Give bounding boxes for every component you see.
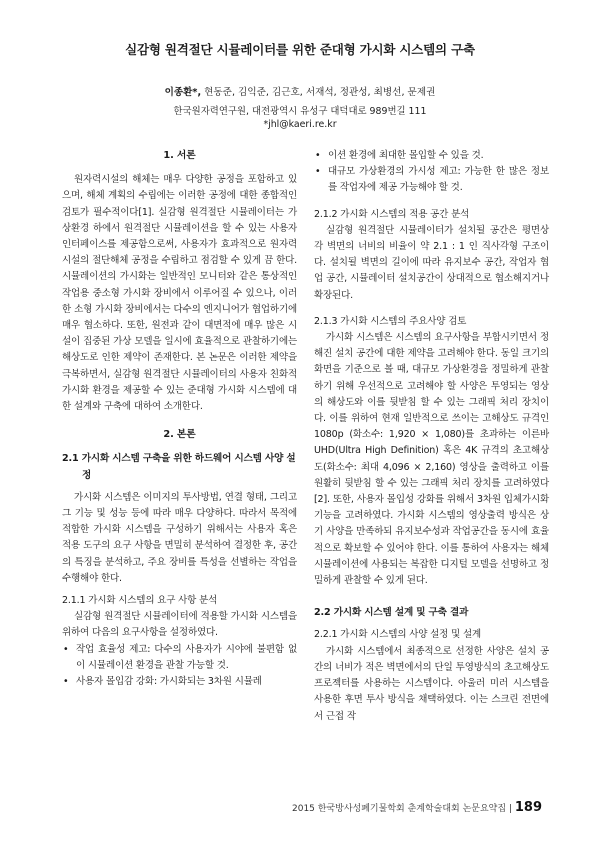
right-column xyxy=(314,148,549,725)
requirements-list xyxy=(62,642,297,691)
section-2-1-paragraph: 가시화 시스템은 이미지의 투사방법, 연결 형태, 그리고 그 기능 및 성능 등에 따라 매우 다양하다. 따라서 목적에 적합한 가시화 시스템을 구성하기 위해서는 사용자 혹은 적용 도구의 요구 사항을 면밀히 분석하여 결정한 후, 공간의 특징을 분석하고, 주요 장비를 특성을 선별하는 작업을 수행해야 한다. xyxy=(62,491,297,584)
footer-separator: | xyxy=(508,804,512,814)
section-1-paragraph: 원자력시설의 해체는 매우 다양한 공정을 포함하고 있으며, 해체 계획의 수립에는 이러한 공정에 대한 종합적인 검토가 필수적이다[1]. 실감형 원격절단 시뮬레이터는 가상환경 하에서 원격절단 시뮬레이션을 할 수 있는 사용자 인터페이스를 제공함으로써, 사용자가 효과적으로 원자력시설의 절단해체 공정을 수립하고 점검할 수 있게 끔 한다. 시뮬레이션의 가시화는 일반적인 모니터와 같은 통상적인 작업용 중소형 가시화 장비에서 이루어질 수 있으나, 이러한 소형 가시화 장비에서는 다수의 엔지니어가 협업하기에 매우 협소하다. 또한, 원전과 같이 대면적에 매우 많은 시설이 집중된 가상 모델을 일시에 효율적으로 관찰하기에는 해상도로 인한 제약이 존재한다. 본 논문은 이러한 제약을 극복하면서, 실감형 원격절단 시뮬레이터의 사용자 친화적 가시화 환경을 제공할 수 있는 준대형 가시화 시스템에 대한 설계와 구축에 대하여 소개한다. xyxy=(62,174,297,413)
section-1-heading: 1. 서론 xyxy=(163,150,196,161)
section-2-1-3-paragraph: 가시화 시스템은 시스템의 요구사항을 부합시키면서 정해진 설치 공간에 대한 제약을 고려해야 한다. 동일 크기의 화면을 기준으로 볼 때, 대규모 가상환경을 정밀하게 관찰하기 위해 우선적으로 고려해야 할 사양은 투영되는 영상의 해상도와 이를 뒷받침 할 수 있는 그래픽 처리 장치이다. 이를 위하여 현재 일반적으로 쓰이는 고해상도 규격인 1080p (화소수: 1,920 × 1,080)를 초과하는 이른바 UHD(Ultra High Definition) 혹은 4K 규격의 초고해상도(화소수: 최대 4,096 × 2,160) 영상을 출력하고 이를 원활히 뒷받침 할 수 있는 그래픽 처리 장치를 고려하였다[2]. 또한, 사용자 몰입성 강화를 위해서 3차원 입체가시화 기능을 고려하였다. 가시화 시스템의 영상출력 방식은 상기 사양을 만족하되 유지보수성과 작업공간을 동시에 효율적으로 확보할 수 있어야 한다. 이를 통하여 사용자는 해체 시뮬레이션에 사용되는 복잡한 디지털 모델을 선명하고 정밀하게 관찰할 수 있게 된다. xyxy=(314,332,549,587)
list-item: • 사용자 몰입감 강화: 가시화되는 3차원 시뮬레 xyxy=(62,674,297,690)
list-item-continued xyxy=(314,148,549,164)
section-2-2-1-paragraph: 가시화 시스템에서 최종적으로 선정한 사양은 설치 공간의 너비가 적은 벽면에서의 단일 투영방식의 초고해상도 프로젝터를 사용하는 시스템이다. 아울러 미러 시스템을 사용한 후면 투사 방식을 채택하였다. 이는 스크린 전면에서 근접 작 xyxy=(314,645,549,722)
requirements-list-continued xyxy=(314,148,549,197)
section-2-2-heading: 2.2 가시화 시스템 설계 및 구축 결과 xyxy=(314,607,469,619)
section-2-heading: 2. 본론 xyxy=(163,429,196,441)
section-2-1-2-heading: 2.1.2 가시화 시스템의 적용 공간 분석 xyxy=(314,208,470,220)
section-2-1-2-paragraph: 실감형 원격절단 시뮬레이터가 설치될 공간은 평면상 각 벽면의 너비의 비율이 약 2.1 : 1 인 직사각형 구조이다. 설치될 벽면의 길이에 따라 유지보수 공간, 작업자 협업 공간, 시뮬레이터 설치공간이 상대적으로 협소해지거나 확장된다. xyxy=(314,224,549,301)
section-2-1-1-paragraph: 실감형 원격절단 시뮬레이터에 적용할 가시화 시스템을 위하여 다음의 요구사항을 설정하였다. xyxy=(62,611,297,639)
section-2-2-1-heading: 2.2.1 가시화 시스템의 사양 설정 및 설계 xyxy=(314,629,482,641)
lead-author: 이종환*, xyxy=(164,87,202,98)
co-authors: 현동준, 김익준, 김근호, 서재석, 정관성, 최병선, 문제권 xyxy=(201,87,436,98)
conference-name: 2015 한국방사성폐기물학회 춘계학술대회 논문요약집 xyxy=(292,804,507,814)
page-number: 189 xyxy=(514,800,542,815)
left-column xyxy=(62,148,297,690)
list-item: • 대규모 가상환경의 가시성 제고: 가능한 한 많은 정보를 작업자에 제공 가능해야 할 것. xyxy=(314,164,549,196)
list-item-text: 이션 환경에 최대한 몰입할 수 있을 것. xyxy=(328,150,484,161)
paper-title: 실감형 원격절단 시뮬레이터를 위한 준대형 가시화 시스템의 구축 xyxy=(125,42,475,57)
contact-email: *jhl@kaeri.re.kr xyxy=(263,119,337,130)
page-footer xyxy=(292,800,542,815)
author-line xyxy=(0,84,600,98)
affiliation: 한국원자력연구원, 대전광역시 유성구 대덕대로 989번길 111 xyxy=(173,106,427,117)
section-2-1-3-heading: 2.1.3 가시화 시스템의 주요사양 검토 xyxy=(314,315,467,327)
section-2-1-heading: 2.1 가시화 시스템 구축을 위한 하드웨어 시스템 사양 설정 xyxy=(62,453,296,481)
list-item: • 작업 효율성 제고: 다수의 사용자가 시야에 불편함 없이 시뮬레이션 환경을 관찰 가능할 것. xyxy=(62,642,297,674)
section-2-1-1-heading: 2.1.1 가시화 시스템의 요구 사항 분석 xyxy=(62,595,218,607)
